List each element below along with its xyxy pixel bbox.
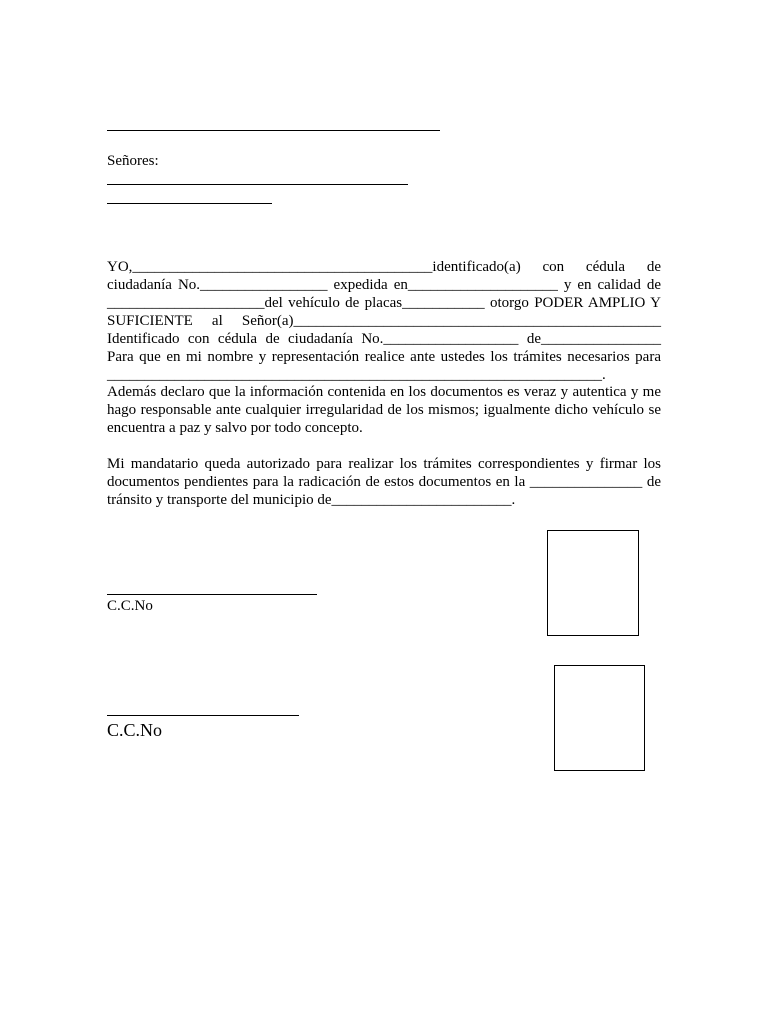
- signature-line-2: [107, 715, 299, 716]
- signature-line-1: [107, 594, 317, 595]
- paragraph-line: encuentra a paz y salvo por todo concepto.: [107, 420, 363, 436]
- paragraph-line: Identificado con cédula de ciudadanía No.__________________ de________________: [107, 331, 661, 347]
- date-blank-line: [107, 130, 440, 131]
- paragraph-line: Para que en mi nombre y representación realice ante ustedes los trámites necesarios para: [107, 349, 661, 365]
- signature-id-label-1: C.C.No: [107, 598, 153, 614]
- paragraph-line: Mi mandatario queda autorizado para realizar los trámites correspondientes y firmar los: [107, 456, 661, 472]
- signature-id-label-2: C.C.No: [107, 720, 163, 740]
- paragraph-line: ciudadanía No._________________ expedida en____________________ y en calidad de: [107, 277, 661, 293]
- addressee-blank-line-2: [107, 203, 272, 204]
- addressee-blank-line-1: [107, 184, 408, 185]
- paragraph-line: tránsito y transporte del municipio de________________________.: [107, 492, 516, 508]
- fingerprint-box-2: [554, 665, 645, 771]
- paragraph-line: SUFICIENTE al Señor(a)_________________________________________________: [107, 313, 661, 329]
- paragraph-line: hago responsable ante cualquier irregularidad de los mismos; igualmente dicho vehículo se: [107, 402, 661, 418]
- paragraph-line: _____________________del vehículo de placas___________ otorgo PODER AMPLIO Y: [107, 295, 661, 311]
- salutation: Señores:: [107, 153, 159, 169]
- paragraph-line: documentos pendientes para la radicación de estos documentos en la _______________ de: [107, 474, 661, 490]
- paragraph-line: Además declaro que la información contenida en los documentos es veraz y autentica y me: [107, 384, 661, 400]
- paragraph-line: YO,________________________________________identificado(a) con cédula de: [107, 259, 661, 275]
- paragraph-line: __________________________________________________________________.: [107, 367, 606, 383]
- fingerprint-box-1: [547, 530, 639, 636]
